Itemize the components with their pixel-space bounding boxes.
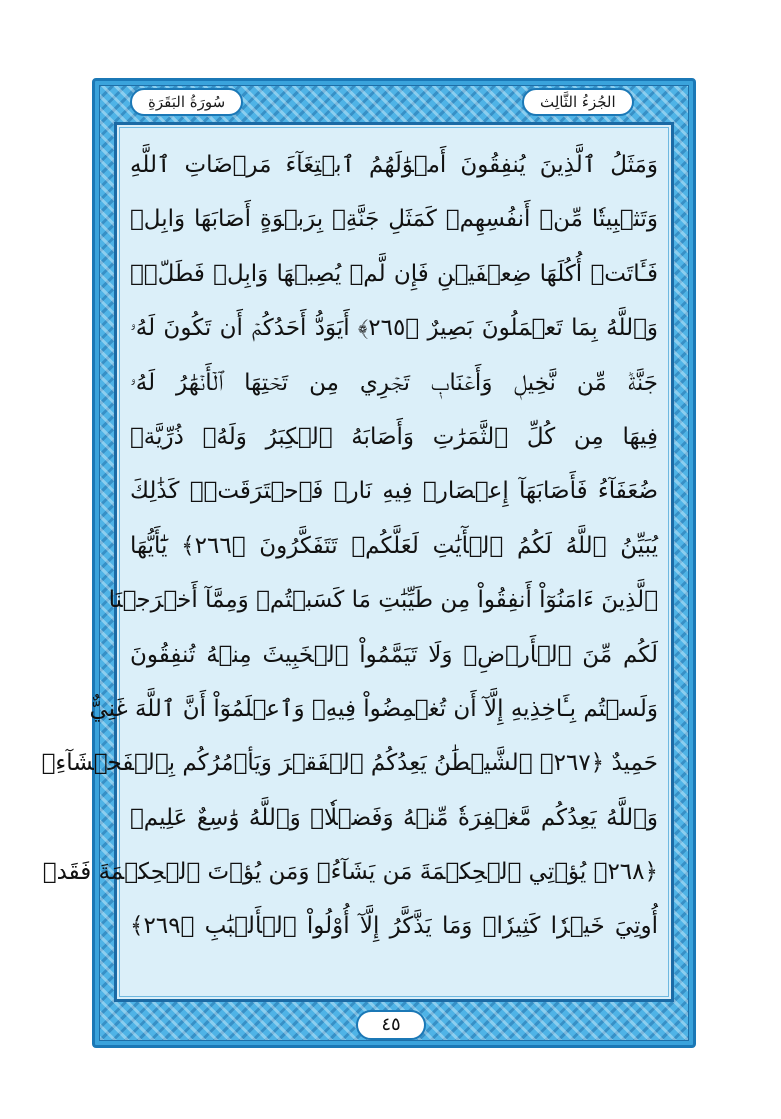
verse-text (41, 138, 659, 954)
text-line: وَتَثۡبِيتٗا مِّنۡ أَنفُسِهِمۡ كَمَثَلِ جَنَّةِۭ بِرَبۡوَةٍ أَصَابَهَا وَابِلٞ (130, 206, 658, 233)
text-line: حَمِيدٌ ﴿٢٦٧﴾ ٱلشَّيۡطَٰنُ يَعِدُكُمُ ٱلۡفَقۡرَ وَيَأۡمُرُكُم بِٱلۡفَحۡشَآءِۖ (41, 750, 658, 777)
text-line: جَنَّةٞ مِّن نَّخِيلٖ وَأَعۡنَابٖ تَجۡرِي مِن تَحۡتِهَا ٱلۡأَنۡهَٰرُ لَهُۥ (130, 369, 658, 396)
text-line: ضُعَفَآءُ فَأَصَابَهَآ إِعۡصَارٞ فِيهِ نَارٞ فَٱحۡتَرَقَتۡۗ كَذَٰلِكَ (130, 478, 658, 505)
text-line: ﴿٢٦٨﴾ يُؤۡتِي ٱلۡحِكۡمَةَ مَن يَشَآءُۚ وَمَن يُؤۡتَ ٱلۡحِكۡمَةَ فَقَدۡ (42, 859, 658, 886)
text-line: فَـَٔاتَتۡ أُكُلَهَا ضِعۡفَيۡنِ فَإِن لَّمۡ يُصِبۡهَا وَابِلٞ فَطَلّٞۗ (130, 260, 658, 287)
text-line: وَٱللَّهُ يَعِدُكُم مَّغۡفِرَةٗ مِّنۡهُ وَفَضۡلٗاۗ وَٱللَّهُ وَٰسِعٌ عَلِيمٞ (130, 804, 658, 831)
text-line: يُبَيِّنُ ٱللَّهُ لَكُمُ ٱلۡأٓيَٰتِ لَعَلَّكُمۡ تَتَفَكَّرُونَ ﴿٢٦٦﴾ يَٰٓأَيُّهَا (130, 532, 658, 559)
text-line: ٱلَّذِينَ ءَامَنُوٓاْ أَنفِقُواْ مِن طَيِّبَٰتِ مَا كَسَبۡتُمۡ وَمِمَّآ أَخۡرَجۡنَا (108, 587, 658, 614)
text-line: أُوتِيَ خَيۡرٗا كَثِيرٗاۗ وَمَا يَذَّكَّرُ إِلَّآ أُوْلُواْ ٱلۡأَلۡبَٰبِ ﴿٢٦٩﴾ (130, 913, 658, 940)
juz-title: الجُزءُ الثَّالِث (522, 88, 634, 116)
text-line: وَٱللَّهُ بِمَا تَعۡمَلُونَ بَصِيرٌ ﴿٢٦٥﴾ أَيَوَدُّ أَحَدُكُمۡ أَن تَكُونَ لَهُۥ (130, 315, 659, 342)
text-line: وَلَسۡتُم بِـَٔاخِذِيهِ إِلَّآ أَن تُغۡمِضُواْ فِيهِۚ وَٱعۡلَمُوٓاْ أَنَّ ٱللَّهَ غَنِيٌّ (89, 695, 658, 722)
text-line: لَكُم مِّنَ ٱلۡأَرۡضِۖ وَلَا تَيَمَّمُواْ ٱلۡخَبِيثَ مِنۡهُ تُنفِقُونَ (130, 641, 658, 668)
text-line: فِيهَا مِن كُلِّ ٱلثَّمَرَٰتِ وَأَصَابَهُ ٱلۡكِبَرُ وَلَهُۥ ذُرِّيَّةٞ (130, 423, 658, 450)
page-number: ٤٥ (356, 1010, 426, 1040)
surah-title: سُورَةُ البَقَرَةِ (130, 88, 243, 116)
text-line: وَمَثَلُ ٱلَّذِينَ يُنفِقُونَ أَمۡوَٰلَهُمُ ٱبۡتِغَآءَ مَرۡضَاتِ ٱللَّهِ (130, 152, 658, 178)
